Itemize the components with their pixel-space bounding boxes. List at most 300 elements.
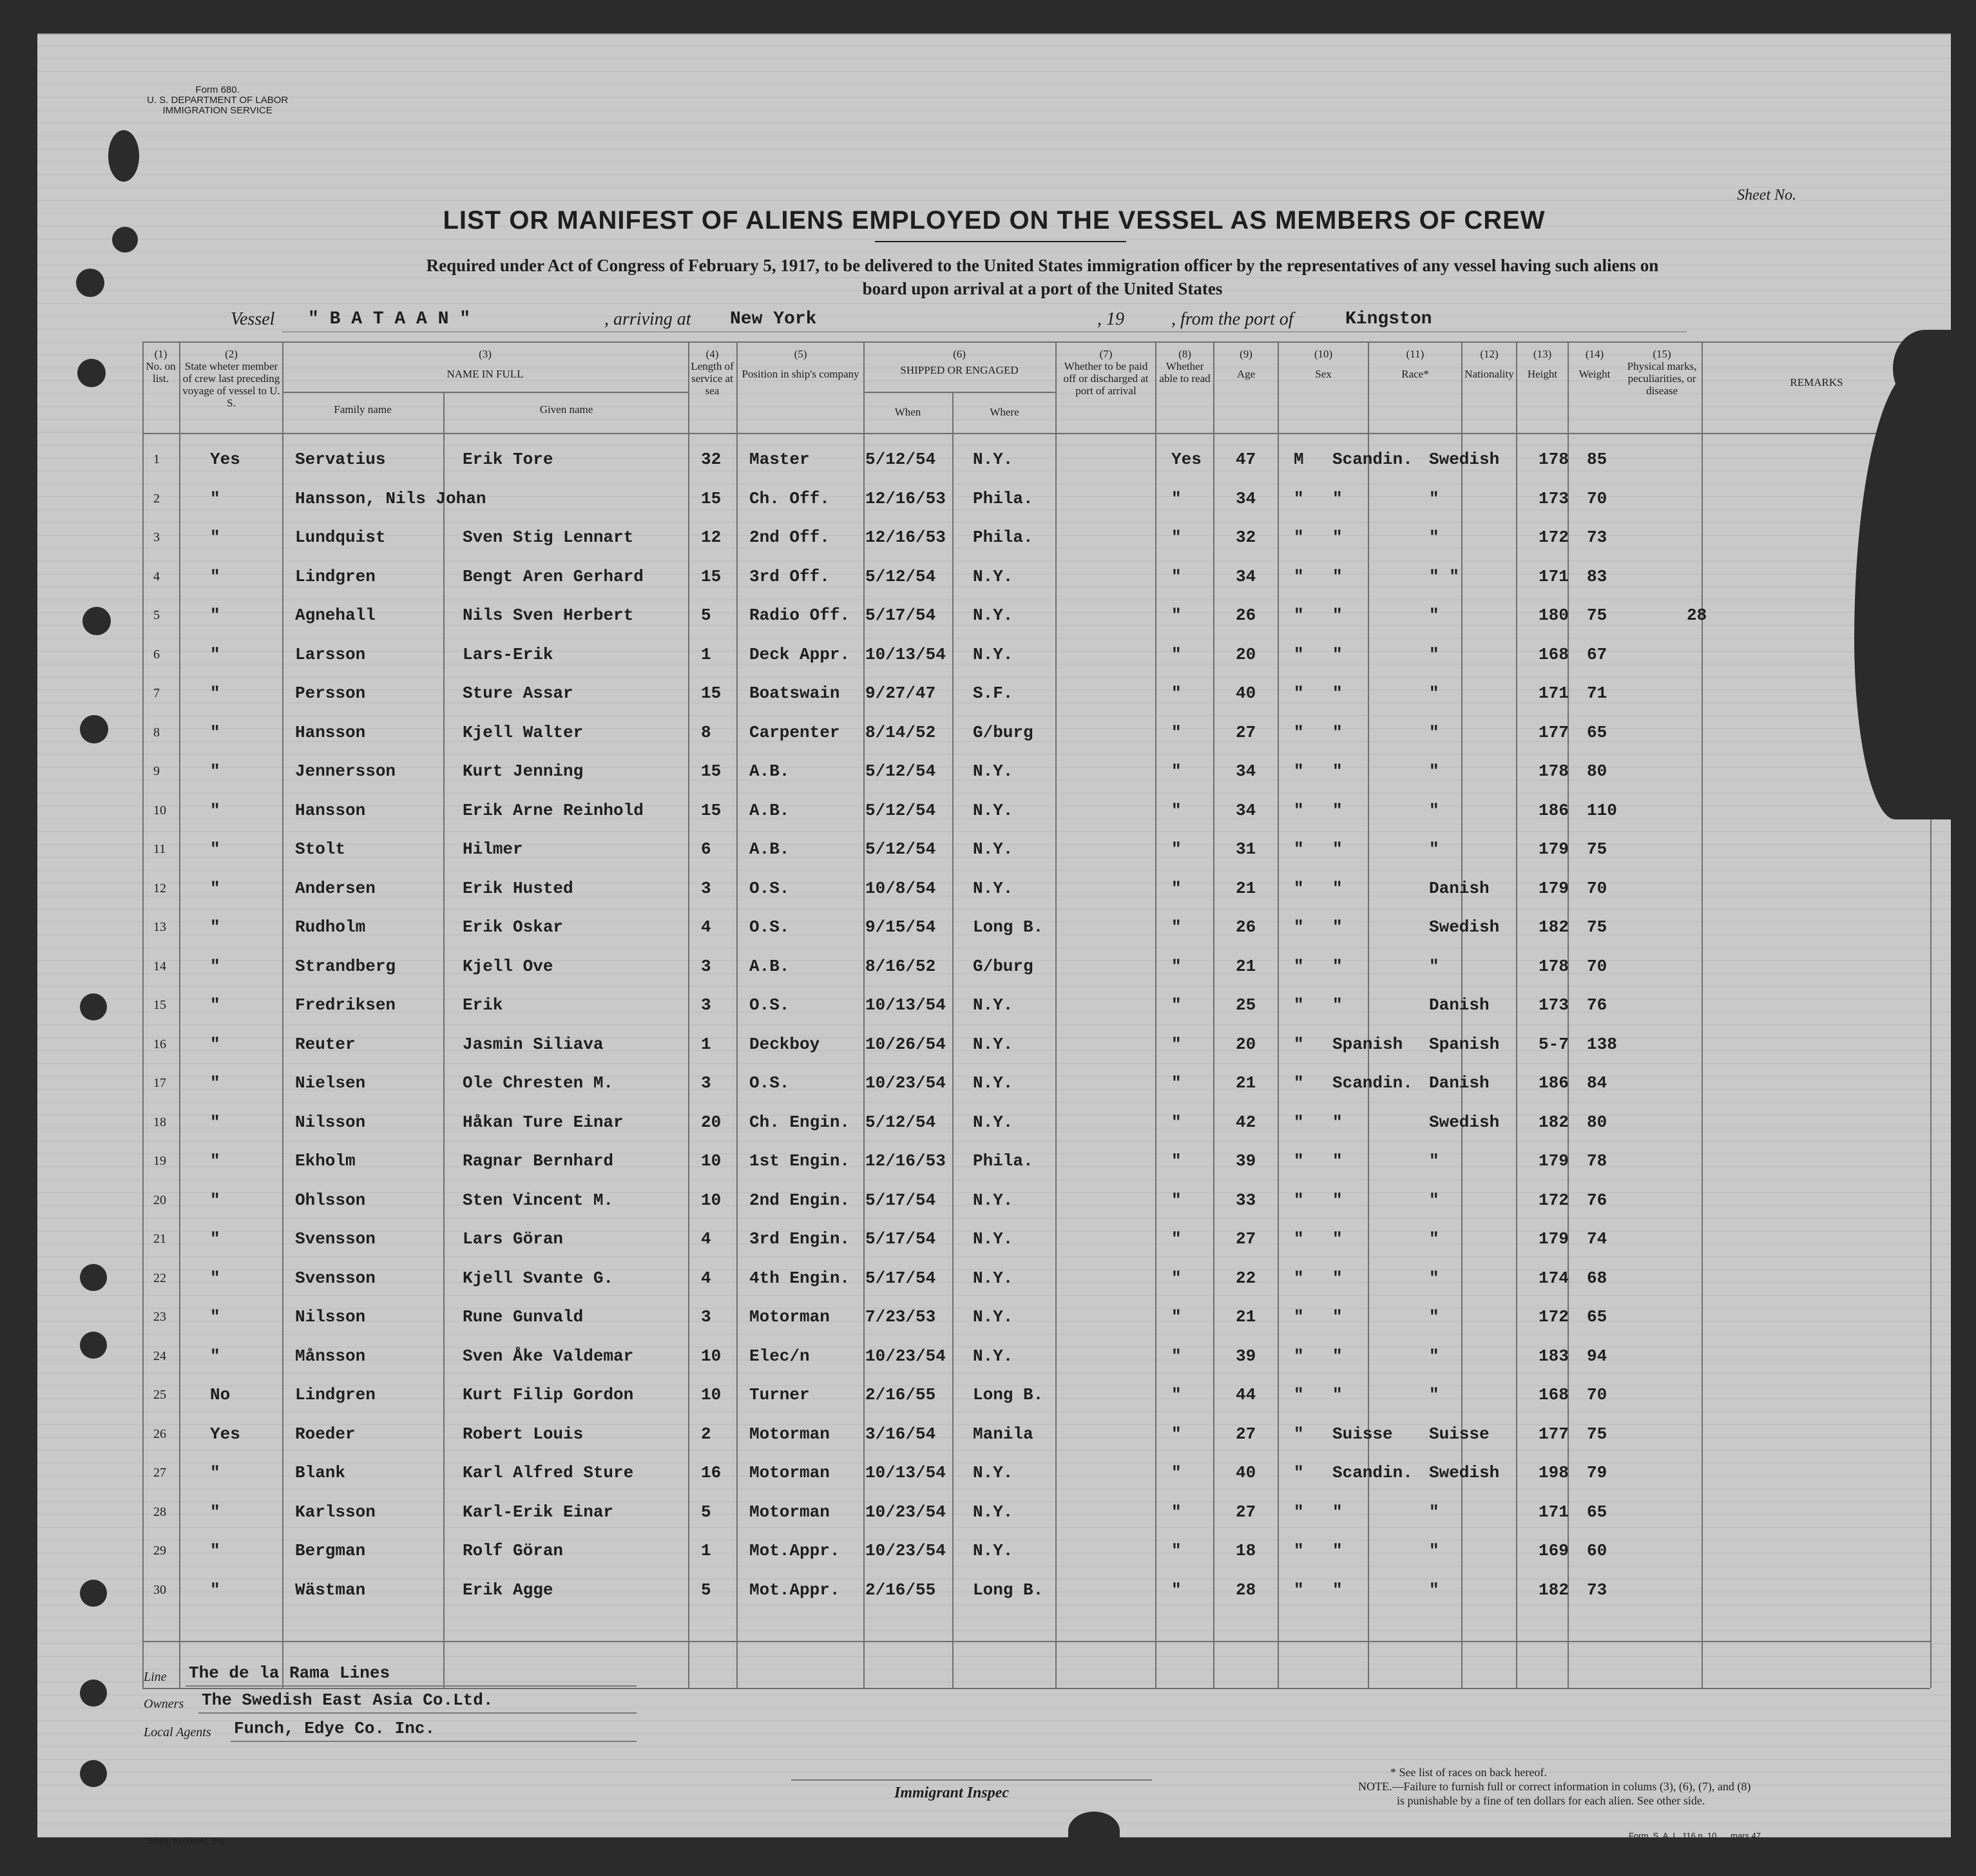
race-cell: "	[1332, 1151, 1343, 1171]
weight-cell: 75	[1587, 606, 1607, 625]
able-to-read-cell: "	[1171, 1580, 1182, 1600]
race-cell: "	[1332, 1307, 1343, 1326]
sex-cell: M	[1294, 450, 1304, 469]
sex-cell: "	[1294, 839, 1304, 859]
able-to-read-cell: "	[1171, 1385, 1182, 1404]
age-cell: 27	[1236, 1229, 1256, 1249]
prev-voyage-cell: "	[210, 684, 220, 703]
age-cell: 27	[1236, 1502, 1256, 1522]
shipped-when-cell: 3/16/54	[865, 1424, 936, 1444]
nationality-cell: Danish	[1429, 995, 1490, 1015]
position-cell: 2nd Off.	[749, 528, 830, 547]
nationality-cell: "	[1429, 1385, 1439, 1404]
col-line	[1516, 341, 1517, 1688]
col-line	[179, 341, 180, 1688]
shipped-when-cell: 12/16/53	[865, 1151, 946, 1171]
able-to-read-cell: "	[1171, 878, 1182, 898]
col-line	[443, 392, 445, 1688]
family-name-cell: Strandberg	[295, 956, 396, 976]
prev-voyage-cell: "	[210, 1112, 220, 1132]
col-line	[282, 341, 283, 1688]
prev-voyage-cell: "	[210, 528, 220, 547]
position-cell: A.B.	[749, 956, 790, 976]
shipped-when-cell: 10/13/54	[865, 995, 946, 1015]
shipped-where-cell: N.Y.	[973, 1346, 1013, 1366]
shipped-where-cell: G/burg	[973, 722, 1033, 742]
shipped-where-cell: N.Y.	[973, 1190, 1013, 1210]
family-name-cell: Fredriksen	[295, 995, 396, 1015]
age-cell: 31	[1236, 839, 1256, 859]
shipped-when-cell: 7/23/53	[865, 1307, 936, 1326]
row-number: 11	[153, 842, 166, 856]
torn-edge	[1854, 368, 1957, 819]
row-number: 22	[153, 1270, 166, 1285]
able-to-read-cell: "	[1171, 995, 1182, 1015]
age-cell: 44	[1236, 1385, 1256, 1404]
race-cell: "	[1332, 1190, 1343, 1210]
race-cell: "	[1332, 1229, 1343, 1249]
position-cell: Motorman	[749, 1502, 830, 1522]
position-cell: Ch. Engin.	[749, 1112, 850, 1132]
document-subtitle	[218, 254, 1867, 300]
shipped-where-cell: N.Y.	[973, 1229, 1013, 1249]
col-position-header: (5) Position in ship's company	[742, 348, 859, 380]
shipped-when-cell: 9/27/47	[865, 684, 936, 703]
weight-cell: 73	[1587, 1580, 1607, 1600]
age-cell: 39	[1236, 1346, 1256, 1366]
race-cell: "	[1332, 1502, 1343, 1522]
able-to-read-cell: "	[1171, 566, 1182, 586]
prev-voyage-cell: "	[210, 1151, 220, 1171]
prev-voyage-cell: "	[210, 1502, 220, 1522]
height-cell: 178	[1539, 956, 1569, 976]
sex-cell: "	[1294, 644, 1304, 664]
prev-voyage-cell: "	[210, 722, 220, 742]
service-cell: 10	[701, 1385, 722, 1404]
family-name-cell: Lundquist	[295, 528, 386, 547]
col-line	[863, 341, 865, 1688]
prev-voyage-cell: "	[210, 1034, 220, 1054]
weight-cell: 78	[1587, 1151, 1607, 1171]
position-cell: 3rd Off.	[749, 566, 830, 586]
given-name-cell: Håkan Ture Einar	[463, 1112, 624, 1132]
height-cell: 171	[1539, 566, 1569, 586]
height-cell: 179	[1539, 878, 1569, 898]
weight-cell: 76	[1587, 1190, 1607, 1210]
given-name-cell: Rolf Göran	[463, 1541, 564, 1560]
department-name: U. S. DEPARTMENT OF LABOR	[147, 95, 289, 106]
family-name-cell: Bergman	[295, 1541, 366, 1560]
row-number: 24	[153, 1348, 166, 1363]
age-cell: 33	[1236, 1190, 1256, 1210]
shipped-where-cell: N.Y.	[973, 995, 1013, 1015]
row-number: 30	[153, 1582, 166, 1597]
family-name-cell: Rudholm	[295, 917, 366, 937]
race-cell: Scandin.	[1332, 450, 1413, 469]
shipped-when-cell: 12/16/53	[865, 488, 946, 508]
punch-hole	[80, 1332, 107, 1359]
shipped-when-cell: 10/23/54	[865, 1346, 946, 1366]
race-cell: Scandin.	[1332, 1073, 1413, 1093]
sex-cell: "	[1294, 1229, 1304, 1249]
able-to-read-cell: Yes	[1171, 450, 1202, 469]
sex-cell: "	[1294, 1151, 1304, 1171]
prev-voyage-cell: "	[210, 878, 220, 898]
able-to-read-cell: "	[1171, 1073, 1182, 1093]
position-cell: 4th Engin.	[749, 1268, 850, 1288]
position-cell: Radio Off.	[749, 606, 850, 625]
nationality-cell: "	[1429, 839, 1439, 859]
sex-cell: "	[1294, 1034, 1304, 1054]
row-number: 10	[153, 803, 166, 818]
row-number: 26	[153, 1426, 166, 1441]
nationality-cell: Swedish	[1429, 450, 1500, 469]
weight-cell: 65	[1587, 722, 1607, 742]
service-cell: 3	[701, 1307, 711, 1326]
nationality-cell: "	[1429, 1307, 1439, 1326]
col-line	[1155, 341, 1156, 1688]
shipped-where-cell: G/burg	[973, 956, 1033, 976]
able-to-read-cell: "	[1171, 1346, 1182, 1366]
row-number: 3	[153, 530, 160, 544]
able-to-read-cell: "	[1171, 839, 1182, 859]
age-cell: 47	[1236, 450, 1256, 469]
punch-hole	[80, 1264, 107, 1291]
arriving-label: , arriving at	[604, 309, 691, 329]
position-cell: Master	[749, 450, 810, 469]
family-name-cell: Hansson, Nils Johan	[295, 488, 486, 508]
col-number-header: (1) No. on list.	[146, 348, 176, 385]
weight-cell: 60	[1587, 1541, 1607, 1560]
family-name-cell: Jennersson	[295, 761, 396, 781]
given-name-cell: Jasmin Siliava	[463, 1034, 604, 1054]
sex-cell: "	[1294, 956, 1304, 976]
given-name-cell: Lars-Erik	[463, 644, 553, 664]
shipped-when-cell: 5/12/54	[865, 1112, 936, 1132]
col-line	[1461, 341, 1463, 1688]
shipped-when-cell: 5/12/54	[865, 761, 936, 781]
able-to-read-cell: "	[1171, 761, 1182, 781]
race-cell: "	[1332, 1268, 1343, 1288]
service-cell: 6	[701, 839, 711, 859]
shipped-when-cell: 10/23/54	[865, 1073, 946, 1093]
shipped-when-cell: 10/23/54	[865, 1541, 946, 1560]
race-cell: "	[1332, 995, 1343, 1015]
given-name-cell: Karl Alfred Sture	[463, 1463, 634, 1482]
nationality-cell: "	[1429, 761, 1439, 781]
race-cell: "	[1332, 956, 1343, 976]
race-cell: "	[1332, 917, 1343, 937]
prev-voyage-cell: "	[210, 1346, 220, 1366]
age-cell: 18	[1236, 1541, 1256, 1560]
prev-voyage-cell: "	[210, 800, 220, 820]
service-cell: 3	[701, 956, 711, 976]
service-cell: 10	[701, 1190, 722, 1210]
col-height-header: (13) Height	[1527, 348, 1558, 380]
position-cell: 3rd Engin.	[749, 1229, 850, 1249]
shipped-where-cell: N.Y.	[973, 1112, 1013, 1132]
race-cell: Scandin.	[1332, 1463, 1413, 1482]
prev-voyage-cell: "	[210, 1307, 220, 1326]
shipped-when-cell: 5/17/54	[865, 1190, 936, 1210]
sex-cell: "	[1294, 1346, 1304, 1366]
nationality-cell: "	[1429, 800, 1439, 820]
sex-cell: "	[1294, 684, 1304, 703]
sex-cell: "	[1294, 528, 1304, 547]
family-name-cell: Agnehall	[295, 606, 376, 625]
shipped-where-cell: N.Y.	[973, 450, 1013, 469]
service-cell: 8	[701, 722, 711, 742]
service-cell: 1	[701, 1034, 711, 1054]
age-cell: 26	[1236, 606, 1256, 625]
col-where-header: Where	[990, 406, 1019, 418]
shipped-where-cell: N.Y.	[973, 606, 1013, 625]
shipped-where-cell: N.Y.	[973, 1502, 1013, 1522]
age-cell: 21	[1236, 956, 1256, 976]
shipped-where-cell: Phila.	[973, 1151, 1033, 1171]
height-cell: 179	[1539, 1151, 1569, 1171]
weight-cell: 73	[1587, 528, 1607, 547]
row-number: 2	[153, 491, 160, 506]
height-cell: 169	[1539, 1541, 1569, 1560]
prev-voyage-cell: "	[210, 1463, 220, 1482]
col-physical-marks-header: (15) Physical marks, peculiarities, or disease	[1627, 348, 1697, 397]
weight-cell: 79	[1587, 1463, 1607, 1482]
vessel-name: " B A T A A N "	[308, 309, 471, 329]
row-number: 8	[153, 725, 160, 740]
height-cell: 173	[1539, 995, 1569, 1015]
service-cell: 4	[701, 917, 711, 937]
height-cell: 186	[1539, 1073, 1569, 1093]
sex-cell: "	[1294, 917, 1304, 937]
col-remarks-header: REMARKS	[1790, 376, 1843, 388]
prev-voyage-cell: "	[210, 644, 220, 664]
shipped-where-cell: N.Y.	[973, 644, 1013, 664]
service-cell: 4	[701, 1229, 711, 1249]
nationality-cell: "	[1429, 488, 1439, 508]
service-cell: 20	[701, 1112, 722, 1132]
weight-cell: 80	[1587, 1112, 1607, 1132]
family-name-cell: Karlsson	[295, 1502, 376, 1522]
family-name-cell: Nilsson	[295, 1112, 366, 1132]
able-to-read-cell: "	[1171, 800, 1182, 820]
service-cell: 32	[701, 450, 722, 469]
col-line	[736, 341, 738, 1688]
line-underline	[186, 1685, 637, 1687]
position-cell: O.S.	[749, 1073, 790, 1093]
height-cell: 168	[1539, 644, 1569, 664]
sex-cell: "	[1294, 722, 1304, 742]
service-name: IMMIGRATION SERVICE	[162, 105, 273, 116]
height-cell: 179	[1539, 1229, 1569, 1249]
prev-voyage-cell: Yes	[210, 1424, 240, 1444]
prev-voyage-cell: "	[210, 761, 220, 781]
sex-cell: "	[1294, 1424, 1304, 1444]
weight-cell: 84	[1587, 1073, 1607, 1093]
age-cell: 25	[1236, 995, 1256, 1015]
nationality-cell: "	[1429, 606, 1439, 625]
row-number: 16	[153, 1037, 166, 1051]
form-number: Form 680.	[195, 84, 240, 95]
service-cell: 15	[701, 761, 722, 781]
punch-hole	[82, 607, 111, 635]
row-number: 25	[153, 1388, 166, 1402]
age-cell: 22	[1236, 1268, 1256, 1288]
owners-value: The Swedish East Asia Co.Ltd.	[202, 1690, 494, 1710]
age-cell: 20	[1236, 644, 1256, 664]
service-cell: 15	[701, 488, 722, 508]
position-cell: A.B.	[749, 761, 790, 781]
height-cell: 168	[1539, 1385, 1569, 1404]
height-cell: 171	[1539, 684, 1569, 703]
sex-cell: "	[1294, 1385, 1304, 1404]
shipped-where-cell: N.Y.	[973, 1034, 1013, 1054]
height-cell: 172	[1539, 1307, 1569, 1326]
prev-voyage-cell: No	[210, 1385, 231, 1404]
shipped-when-cell: 2/16/55	[865, 1580, 936, 1600]
age-cell: 40	[1236, 1463, 1256, 1482]
height-cell: 183	[1539, 1346, 1569, 1366]
nationality-cell: "	[1429, 644, 1439, 664]
family-name-cell: Svensson	[295, 1229, 376, 1249]
col-shipped-header: (6) SHIPPED OR ENGAGED	[900, 348, 1019, 376]
sex-cell: "	[1294, 566, 1304, 586]
able-to-read-cell: "	[1171, 956, 1182, 976]
row-number: 9	[153, 764, 160, 778]
service-cell: 1	[701, 1541, 711, 1560]
prev-voyage-cell: "	[210, 566, 220, 586]
given-name-cell: Erik Agge	[463, 1580, 553, 1600]
row-number: 6	[153, 647, 160, 662]
position-cell: 2nd Engin.	[749, 1190, 850, 1210]
nationality-cell: Swedish	[1429, 1463, 1500, 1482]
age-cell: 21	[1236, 1073, 1256, 1093]
year-label: , 19	[1097, 309, 1124, 329]
age-cell: 39	[1236, 1151, 1256, 1171]
weight-cell: 76	[1587, 995, 1607, 1015]
shipped-where-cell: N.Y.	[973, 1268, 1013, 1288]
shipped-where-cell: N.Y.	[973, 1463, 1013, 1482]
weight-cell: 83	[1587, 566, 1607, 586]
row-number: 12	[153, 881, 166, 895]
owners-underline	[198, 1712, 637, 1714]
nationality-cell: Suisse	[1429, 1424, 1490, 1444]
weight-cell: 75	[1587, 917, 1607, 937]
position-cell: A.B.	[749, 800, 790, 820]
race-cell: "	[1332, 488, 1343, 508]
subtitle-line-1: Required under Act of Congress of February 5, 1917, to be delivered to the United States immigration officer by the representatives of any vessel having such aliens on	[426, 256, 1659, 275]
given-name-cell: Kjell Svante G.	[463, 1268, 614, 1288]
family-name-cell: Svensson	[295, 1268, 376, 1288]
able-to-read-cell: "	[1171, 1190, 1182, 1210]
age-cell: 21	[1236, 1307, 1256, 1326]
race-cell: "	[1332, 1580, 1343, 1600]
shipped-where-cell: S.F.	[973, 684, 1013, 703]
inspector-label: Immigrant Inspec	[894, 1785, 1010, 1801]
nationality-cell: "	[1429, 1580, 1439, 1600]
col-age-header: (9) Age	[1236, 348, 1256, 380]
age-cell: 34	[1236, 488, 1256, 508]
sex-cell: "	[1294, 761, 1304, 781]
punch-hole	[80, 715, 108, 743]
position-cell: A.B.	[749, 839, 790, 859]
sex-cell: "	[1294, 1112, 1304, 1132]
col-family-name-header: Family name	[334, 403, 392, 416]
service-cell: 16	[701, 1463, 722, 1482]
given-name-cell: Kurt Jenning	[463, 761, 584, 781]
vessel-underline	[282, 331, 1687, 332]
race-cell: "	[1332, 644, 1343, 664]
weight-cell: 80	[1587, 761, 1607, 781]
family-name-cell: Andersen	[295, 878, 376, 898]
prev-voyage-cell: "	[210, 839, 220, 859]
service-cell: 5	[701, 606, 711, 625]
nationality-cell: "	[1429, 528, 1439, 547]
family-name-cell: Roeder	[295, 1424, 356, 1444]
shipped-when-cell: 8/16/52	[865, 956, 936, 976]
punch-hole	[108, 130, 139, 182]
race-cell: "	[1332, 1112, 1343, 1132]
prev-voyage-cell: "	[210, 1580, 220, 1600]
from-port: Kingston	[1345, 309, 1432, 329]
race-cell: "	[1332, 839, 1343, 859]
able-to-read-cell: "	[1171, 917, 1182, 937]
age-cell: 27	[1236, 1424, 1256, 1444]
age-cell: 32	[1236, 528, 1256, 547]
row-number: 23	[153, 1310, 166, 1324]
position-cell: Motorman	[749, 1424, 830, 1444]
age-cell: 42	[1236, 1112, 1256, 1132]
race-cell: "	[1332, 761, 1343, 781]
height-cell: 173	[1539, 488, 1569, 508]
shipped-where-cell: Long B.	[973, 917, 1044, 937]
nationality-cell: "	[1429, 956, 1439, 976]
agents-underline	[231, 1741, 637, 1742]
given-name-cell: Ragnar Bernhard	[463, 1151, 614, 1171]
race-note: * See list of races on back hereof.	[1390, 1766, 1547, 1779]
punch-hole	[77, 359, 106, 387]
col-name-header: (3) NAME IN FULL	[446, 348, 524, 380]
able-to-read-cell: "	[1171, 1034, 1182, 1054]
shipped-when-cell: 12/16/53	[865, 528, 946, 547]
position-cell: Boatswain	[749, 684, 840, 703]
height-cell: 178	[1539, 761, 1569, 781]
title-rule	[875, 241, 1126, 242]
race-cell: "	[1332, 1346, 1343, 1366]
shipped-where-cell: N.Y.	[973, 1073, 1013, 1093]
prev-voyage-cell: "	[210, 1541, 220, 1560]
able-to-read-cell: "	[1171, 722, 1182, 742]
service-cell: 15	[701, 684, 722, 703]
form-code: Form. S. A. L. 116 n. 10. ... mars 47.	[1629, 1831, 1763, 1841]
service-cell: 3	[701, 995, 711, 1015]
sex-cell: "	[1294, 1580, 1304, 1600]
age-cell: 28	[1236, 1580, 1256, 1600]
agents-value: Funch, Edye Co. Inc.	[234, 1719, 436, 1738]
torn-edge	[1893, 330, 1957, 407]
shipped-where-cell: Long B.	[973, 1385, 1044, 1404]
shipped-where-cell: N.Y.	[973, 761, 1013, 781]
able-to-read-cell: "	[1171, 684, 1182, 703]
service-cell: 5	[701, 1580, 711, 1600]
nationality-cell: "	[1429, 1346, 1439, 1366]
family-name-cell: Månsson	[295, 1346, 366, 1366]
punch-hole	[112, 227, 138, 253]
family-name-cell: Lindgren	[295, 1385, 376, 1404]
able-to-read-cell: "	[1171, 528, 1182, 547]
weight-cell: 70	[1587, 1385, 1607, 1404]
family-name-cell: Blank	[295, 1463, 346, 1482]
